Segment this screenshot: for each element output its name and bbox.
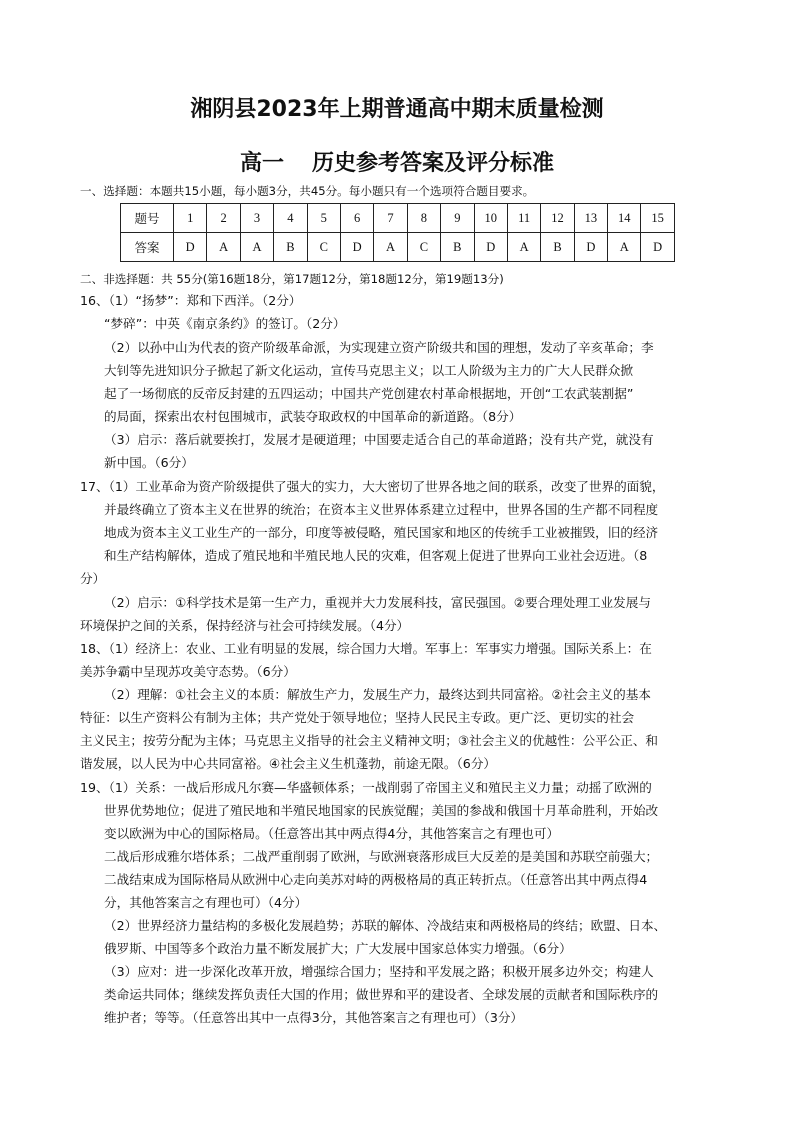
section1-heading: 一、选择题：本题共15小题，每小题3分，共45分。每小题只有一个选项符合题目要求。	[80, 184, 535, 198]
document-subtitle	[0, 146, 794, 177]
q19-part3-line: 维护者；等等。（任意答出其中一点得3分，其他答案言之有理也可）（3分）	[104, 1010, 524, 1025]
answer-cell: A	[207, 233, 240, 262]
q18-part1: 18、（1）经济上：农业、工业有明显的发展，综合国力大增。军事上：军事实力增强。国际关系上：在	[80, 641, 652, 656]
q17-part2: （2）启示：①科学技术是第一生产力，重视并大力发展科技，富民强国。②要合理处理工业发展与	[104, 595, 651, 610]
answer-cell: D	[474, 233, 507, 262]
q16-part1: 16、（1）“扬梦”：郑和下西洋。（2分）	[80, 293, 302, 308]
q16-part2-line: 大钊等先进知识分子掀起了新文化运动，宣传马克思主义；以工人阶级为主力的广大人民群众掀	[104, 363, 633, 378]
q17-part2-line: 环境保护之间的关系，保持经济与社会可持续发展。（4分）	[80, 618, 410, 633]
answer-cell: A	[240, 233, 273, 262]
answer-table	[120, 203, 675, 262]
question-number: 10	[474, 204, 507, 233]
subtitle-text: 历史参考答案及评分标准	[312, 151, 555, 176]
q16-part2-line: 的局面，探索出农村包围城市，武装夺取政权的中国革命的新道路。（8分）	[104, 409, 522, 424]
question-number: 9	[441, 204, 474, 233]
q17-part1-line: 地成为资本主义工业生产的一部分，印度等被侵略，殖民国家和地区的传统手工业被摧毁，旧的经济	[104, 525, 659, 540]
q19-part1-line: 分，其他答案言之有理也可）（4分）	[104, 895, 308, 910]
q16-part1-b: “梦碎”：中英《南京条约》的签订。（2分）	[104, 316, 346, 331]
q18-part1-line: 美苏争霸中呈现苏攻美守态势。（6分）	[80, 664, 296, 679]
q16-part2: （2）以孙中山为代表的资产阶级革命派，为实现建立资产阶级共和国的理想，发动了辛亥革命；李	[104, 340, 654, 355]
answer-cell: A	[374, 233, 407, 262]
q17-part1-line: 分）	[80, 571, 106, 586]
q18-part2: （2）理解：①社会主义的本质：解放生产力，发展生产力，最终达到共同富裕。②社会主义的基本	[104, 687, 651, 702]
q18-part2-line: 谐发展，以人民为中心共同富裕。④社会主义生机蓬勃，前途无限。（6分）	[80, 756, 497, 771]
question-number: 12	[541, 204, 574, 233]
answer-cell: B	[541, 233, 574, 262]
q19-part1-line: 世界优势地位；促进了殖民地和半殖民地国家的民族觉醒；美国的参战和俄国十月革命胜利，开始改	[104, 803, 659, 818]
answer-cell: D	[340, 233, 373, 262]
q19-part3-line: 类命运共同体；继续发挥负责任大国的作用；做世界和平的建设者、全球发展的贡献者和国际秩序的	[104, 987, 659, 1002]
section2-heading: 二、非选择题：共 55分(第16题18分，第17题12分，第18题12分，第19题13分)	[80, 272, 504, 286]
answer-cell: A	[608, 233, 641, 262]
answer-cell: B	[441, 233, 474, 262]
q18-part2-line: 特征：以生产资料公有制为主体；共产党处于领导地位；坚持人民民主专政。更广泛、更切实的社会	[80, 710, 635, 725]
question-number: 5	[307, 204, 340, 233]
question-number: 3	[240, 204, 273, 233]
q19-part1-line: 变以欧洲为中心的国际格局。（任意答出其中两点得4分，其他答案言之有理也可）	[104, 826, 560, 841]
q19-part2-line: 俄罗斯、中国等多个政治力量不断发展扩大；广大发展中国家总体实力增强。（6分）	[104, 941, 572, 956]
q16-part2-line: 起了一场彻底的反帝反封建的五四运动；中国共产党创建农村革命根据地，开创“工农武装割据”	[104, 386, 634, 401]
question-number: 7	[374, 204, 407, 233]
q19-part1-line: 二战后形成雅尔塔体系；二战严重削弱了欧洲，与欧洲衰落形成巨大反差的是美国和苏联空前强大；	[104, 849, 659, 864]
question-number: 8	[407, 204, 440, 233]
answer-cell: A	[507, 233, 540, 262]
question-number: 1	[174, 204, 207, 233]
document-title: 湘阴县2023年上期普通高中期末质量检测	[190, 97, 604, 122]
answer-cell: D	[641, 233, 674, 262]
answer-cell: D	[174, 233, 207, 262]
q17-part1: 17、（1）工业革命为资产阶级提供了强大的实力，大大密切了世界各地之间的联系，改变了世界的面貌，	[80, 479, 665, 494]
answer-cell: C	[307, 233, 340, 262]
q16-part3-line: 新中国。（6分）	[104, 455, 194, 470]
number-row-label: 题号	[121, 204, 174, 233]
question-number: 4	[274, 204, 307, 233]
question-number: 13	[574, 204, 607, 233]
question-number: 6	[340, 204, 373, 233]
answer-cell: D	[574, 233, 607, 262]
q17-part1-line: 和生产结构解体，造成了殖民地和半殖民地人民的灾难，但客观上促进了世界向工业社会迈进。（8	[104, 548, 648, 563]
answer-row-label: 答案	[121, 233, 174, 262]
subtitle-grade: 高一	[239, 151, 284, 176]
question-number: 2	[207, 204, 240, 233]
answer-table-answer-row	[121, 233, 675, 262]
q19-part1-line: 二战结束成为国际格局从欧洲中心走向美苏对峙的两极格局的真正转折点。（任意答出其中两点得4	[104, 872, 648, 887]
answer-table-number-row	[121, 204, 675, 233]
q19-part1: 19、（1）关系：一战后形成凡尔赛—华盛顿体系；一战削弱了帝国主义和殖民主义力量；动摇了欧洲的	[80, 780, 652, 795]
q16-part3: （3）启示：落后就要挨打，发展才是硬道理；中国要走适合自己的革命道路；没有共产党，就没有	[104, 432, 654, 447]
question-number: 15	[641, 204, 674, 233]
q19-part3: （3）应对：进一步深化改革开放，增强综合国力；坚持和平发展之路；积极开展多边外交；构建人	[104, 964, 654, 979]
q18-part2-line: 主义民主；按劳分配为主体；马克思主义指导的社会主义精神文明；③社会主义的优越性：公平公正、和	[80, 733, 659, 748]
question-number: 11	[507, 204, 540, 233]
answer-cell: B	[274, 233, 307, 262]
answer-cell: C	[407, 233, 440, 262]
question-number: 14	[608, 204, 641, 233]
q17-part1-line: 并最终确立了资本主义在世界的统治；在资本主义世界体系建立过程中，世界各国的生产都不同程度	[104, 502, 659, 517]
q19-part2: （2）世界经济力量结构的多极化发展趋势；苏联的解体、冷战结束和两极格局的终结；欧盟、日本、	[104, 918, 667, 933]
